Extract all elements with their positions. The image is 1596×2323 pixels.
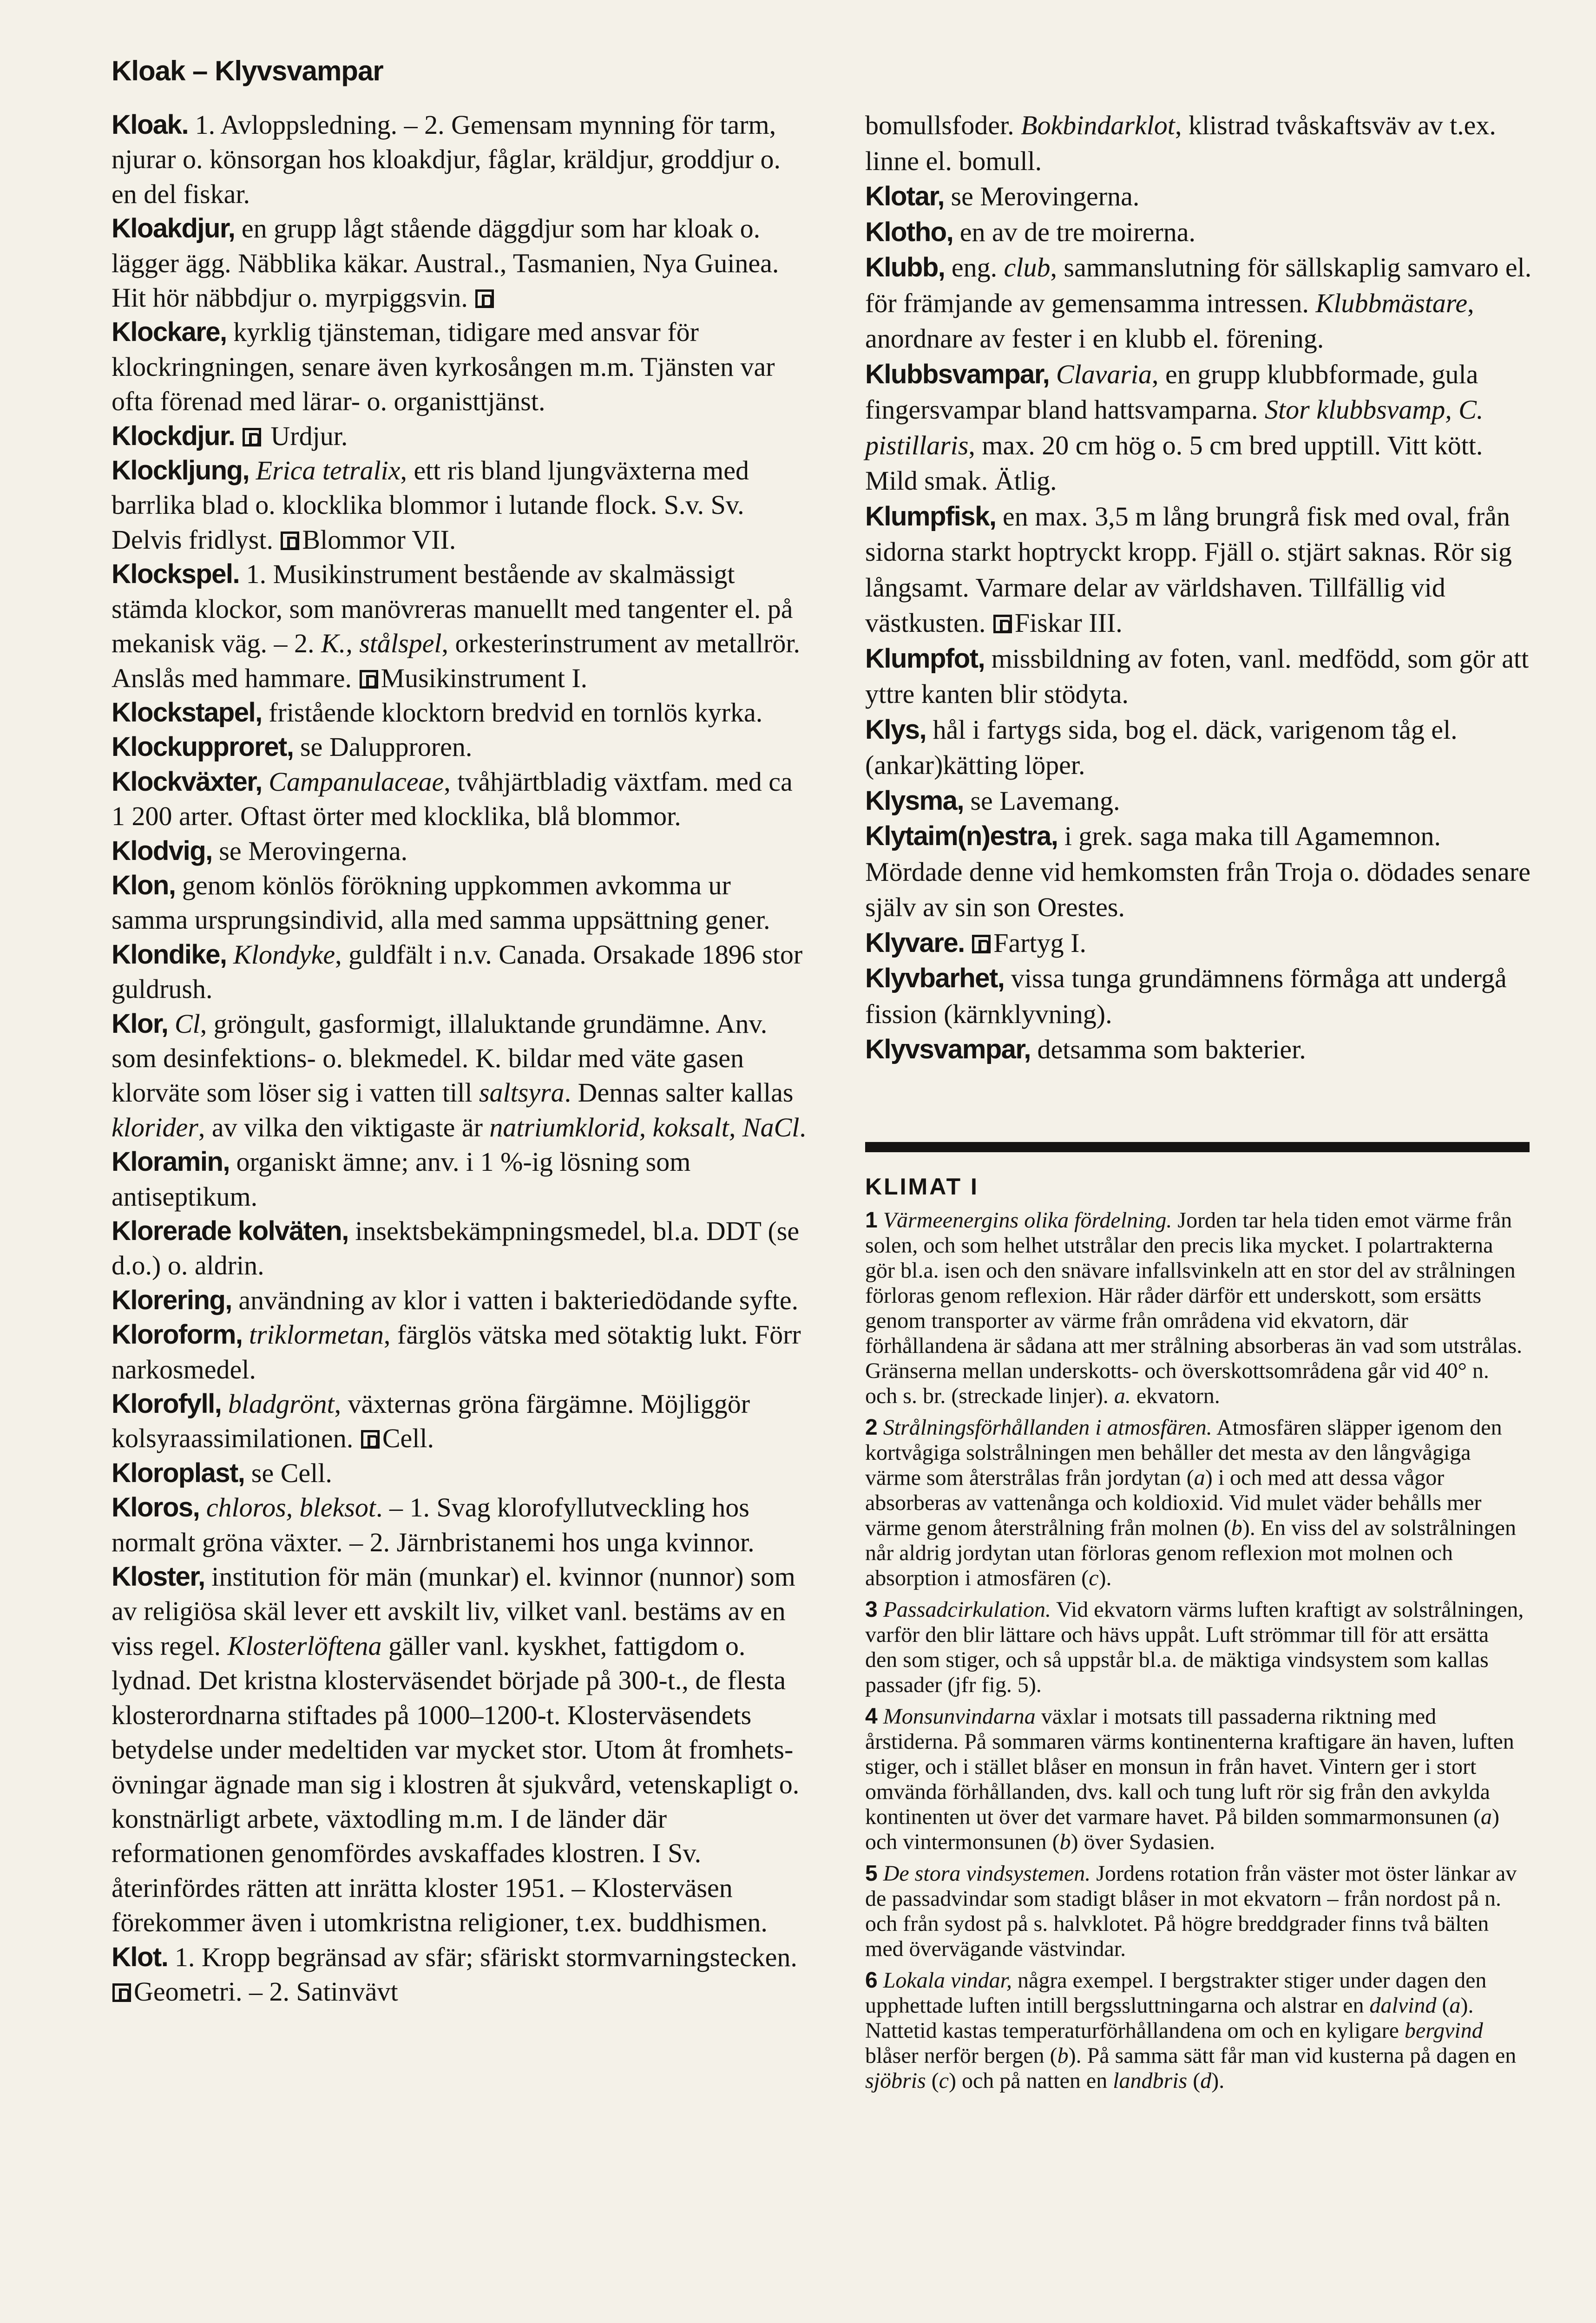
reference-icon bbox=[243, 428, 261, 446]
entry-definition: hål i fartygs sida, bog el. däck, varigenom tåg el. (ankar)kätting löper. bbox=[865, 714, 1458, 780]
klimat-paragraph bbox=[865, 1861, 1525, 1962]
entry-headword: Klorerade kolväten, bbox=[112, 1216, 348, 1246]
dictionary-entry bbox=[112, 1560, 808, 1940]
entry-definition: genom könlös förökning uppkommen avkomma ur samma ursprungsindivid, alla med samma uppsättning gener. bbox=[112, 870, 770, 935]
dictionary-entry bbox=[865, 1032, 1539, 1068]
entry-headword: Klor, bbox=[112, 1008, 168, 1039]
paragraph-number: 6 bbox=[865, 1968, 878, 1993]
klimat-section-title: KLIMAT I bbox=[865, 1174, 979, 1200]
dictionary-entry bbox=[865, 179, 1539, 215]
paragraph-text: Värmeenergins olika fördelning. Jorden tar hela tiden emot värme från solen, och som helhet utstrålar den precis lika mycket. I polartrakterna gör bl.a. isen och den snävare infallsvinkeln att en stor del av strålningen förloras genom reflexion. Här råder därför ett underskott, som ersätts genom transporter av värme från områdena vid ekvatorn, där förhållandena är sådana att mer strålning absorberas än vad som utstrålas. Gränserna mellan underskotts- och överskottsområdena går vid 40° n. och s. br. (streckade linjer). a. ekvatorn. bbox=[865, 1208, 1523, 1408]
klimat-paragraph bbox=[865, 1415, 1525, 1591]
entry-definition: se Cell. bbox=[244, 1457, 332, 1488]
entry-headword: Klockupproret, bbox=[112, 732, 294, 762]
entry-definition: chloros, bleksot. – 1. Svag klorofyllutveckling hos normalt gröna växter. – 2. Järnbristanemi hos unga kvinnor. bbox=[112, 1492, 755, 1557]
entry-headword: Klondike, bbox=[112, 939, 227, 970]
dictionary-entry bbox=[865, 925, 1539, 961]
dictionary-entry bbox=[112, 557, 808, 696]
entry-headword: Klumpfisk, bbox=[865, 501, 996, 532]
paragraph-number: 4 bbox=[865, 1704, 878, 1729]
dictionary-entry bbox=[112, 1387, 808, 1456]
left-column bbox=[112, 108, 808, 2009]
reference-icon bbox=[360, 670, 378, 689]
section-divider bbox=[865, 1142, 1530, 1152]
dictionary-entry bbox=[112, 730, 808, 764]
klimat-paragraph bbox=[865, 1704, 1525, 1855]
entry-headword: Klumpfot, bbox=[865, 643, 985, 674]
dictionary-entry bbox=[112, 1283, 808, 1318]
entry-headword: Klodvig, bbox=[112, 835, 212, 866]
entry-definition: organiskt ämne; anv. i 1 %-ig lösning som antiseptikum. bbox=[112, 1147, 691, 1212]
entry-headword: Klockstapel, bbox=[112, 697, 262, 728]
dictionary-entry bbox=[112, 1318, 808, 1387]
entry-definition: i grek. saga maka till Agamemnon. Mördade denne vid hemkomsten från Troja o. dödades senare själv av sin son Orestes. bbox=[865, 821, 1530, 922]
entry-definition: missbildning av foten, vanl. medfödd, som gör att yttre kanten blir stödyta. bbox=[865, 643, 1529, 709]
entry-headword: Klockljung, bbox=[112, 455, 250, 486]
entry-definition: Urdjur. bbox=[263, 420, 348, 451]
paragraph-number: 5 bbox=[865, 1861, 878, 1886]
entry-definition: Fartyg I. bbox=[965, 928, 1086, 958]
reference-icon bbox=[475, 289, 494, 308]
entry-headword: Klon, bbox=[112, 870, 176, 900]
entry-definition: Campanulaceae, tvåhjärtbladig växtfam. med ca 1 200 arter. Oftast örter med klocklika, blå blommor. bbox=[112, 766, 793, 832]
dictionary-entry bbox=[865, 641, 1539, 712]
paragraph-number: 2 bbox=[865, 1415, 878, 1440]
entry-headword: Klubbsvampar, bbox=[865, 359, 1050, 389]
dictionary-entry bbox=[112, 868, 808, 938]
klimat-section-body bbox=[865, 1208, 1525, 2100]
entry-headword: Kloakdjur, bbox=[112, 213, 235, 244]
entry-headword: Kloros, bbox=[112, 1492, 200, 1523]
dictionary-entry bbox=[112, 1007, 808, 1145]
klimat-paragraph bbox=[865, 1597, 1525, 1698]
entry-definition: se Merovingerna. bbox=[944, 181, 1140, 211]
reference-icon bbox=[281, 532, 299, 550]
entry-definition: bladgrönt, växternas gröna färgämne. Möjliggör kolsyraassimilationen. Cell. bbox=[112, 1389, 750, 1454]
dictionary-entry bbox=[865, 712, 1539, 783]
dictionary-entry bbox=[865, 819, 1539, 925]
paragraph-text: De stora vindsystemen. Jordens rotation från väster mot öster länkar av de passadvindar som stadigt blåser in mot ekvatorn – från nordost på n. och från sydost på s. halvklotet. På högre breddgrader finns två bälten med övervägande västvindar. bbox=[865, 1861, 1517, 1961]
reference-icon bbox=[112, 1983, 131, 2002]
entry-headword: Kloroplast, bbox=[112, 1457, 245, 1488]
paragraph-text: Strålningsförhållanden i atmosfären. Atmosfären släpper igenom den kortvågiga solstrålningen men behåller det mesta av den långvågiga värme som återstrålas från jordytan (a) i och med att dessa vågor absorberas av vattenånga och koldioxid. Vid mulet väder behålls mer värme genom återstrålning från molnen (b). En viss del av solstrålningen når aldrig jordytan utan förloras genom reflexion mot molnen och absorption i atmosfären (c). bbox=[865, 1415, 1516, 1590]
dictionary-entry bbox=[865, 357, 1539, 499]
entry-headword: Kloak. bbox=[112, 110, 189, 140]
reference-icon bbox=[993, 615, 1012, 633]
entry-definition: Erica tetralix, ett ris bland ljungväxterna med barrlika blad o. klocklika blommor i lutande flock. S.v. Sv. Delvis fridlyst. Blommor VII. bbox=[112, 455, 749, 555]
entry-definition: eng. club, sammanslutning för sällskaplig samvaro el. för främjande av gemensamma intressen. Klubbmästare, anordnare av fester i en klubb el. förening. bbox=[865, 252, 1532, 354]
entry-definition: 1. Kropp begränsad av sfär; sfäriskt stormvarningstecken. Geometri. – 2. Satinvävt bbox=[112, 1942, 797, 2007]
entry-definition: insektsbekämpningsmedel, bl.a. DDT (se d.o.) o. aldrin. bbox=[112, 1216, 800, 1281]
entry-headword: Klotho, bbox=[865, 217, 953, 247]
entry-definition: kyrklig tjänsteman, tidigare med ansvar för klockringningen, senare även kyrkosången m.m. Tjänsten var ofta förenad med lärar- o. organisttjänst. bbox=[112, 317, 775, 417]
entry-headword: Klorofyll, bbox=[112, 1389, 222, 1419]
dictionary-entry bbox=[112, 1490, 808, 1560]
dictionary-entry bbox=[112, 419, 808, 453]
entry-headword: Klubb, bbox=[865, 252, 945, 282]
dictionary-entry bbox=[865, 783, 1539, 819]
paragraph-text: Monsunvindarna växlar i motsats till passaderna riktning med årstiderna. På sommaren värms kontinenterna kraftigare än haven, luften stiger, och i stället blåser en monsun in från havet. Vintern ger i stort omvända förhållanden, dvs. kall och tung luft rör sig från den avkylda kontinenten ut över det varmare havet. På bilden sommarmonsunen (a) och vintermonsunen (b) över Sydasien. bbox=[865, 1704, 1514, 1854]
dictionary-entry bbox=[112, 834, 808, 868]
entry-definition: triklormetan, färglös vätska med sötaktig lukt. Förr narkosmedel. bbox=[112, 1319, 801, 1385]
reference-icon bbox=[361, 1430, 380, 1449]
entry-definition: Klondyke, guldfält i n.v. Canada. Orsakade 1896 stor guldrush. bbox=[112, 939, 803, 1004]
entry-definition: detsamma som bakterier. bbox=[1031, 1034, 1306, 1064]
entry-definition: vissa tunga grundämnens förmåga att undergå fission (kärnklyvning). bbox=[865, 963, 1507, 1029]
dictionary-entry bbox=[112, 765, 808, 834]
entry-headword: Klyvsvampar, bbox=[865, 1034, 1031, 1064]
entry-headword: Kloster, bbox=[112, 1562, 205, 1592]
paragraph-text: Lokala vindar, några exempel. I bergstrakter stiger under dagen den upphettade luften intill bergssluttningarna och alstrar en dalvind (a). Nattetid kastas temperaturförhållandena om och en kyligare bergvind blåser nerför bergen (b). På samma sätt får man vid kusterna på dagen en sjöbris (c) och på natten en landbris (d). bbox=[865, 1968, 1517, 2093]
entry-definition: se Merovingerna. bbox=[212, 835, 408, 866]
entry-headword: Klockdjur. bbox=[112, 420, 235, 451]
page-header: Kloak – Klyvsvampar bbox=[112, 55, 383, 86]
entry-definition: se Lavemang. bbox=[963, 785, 1120, 816]
dictionary-entry bbox=[865, 215, 1539, 250]
entry-headword: Klot. bbox=[112, 1942, 168, 1972]
reference-icon bbox=[972, 935, 991, 953]
dictionary-entry bbox=[112, 453, 808, 557]
entry-definition: bomullsfoder. Bokbindarklot, klistrad tvåskaftsväv av t.ex. linne el. bomull. bbox=[865, 110, 1496, 176]
klimat-paragraph bbox=[865, 1968, 1525, 2093]
dictionary-entry bbox=[112, 211, 808, 315]
entry-headword: Klysma, bbox=[865, 785, 964, 816]
dictionary-entry bbox=[112, 315, 808, 419]
entry-definition: institution för män (munkar) el. kvinnor (nunnor) som av religiösa skäl lever ett avskilt liv, vilket vanl. bestäms av en viss regel. Klosterlöftena gäller vanl. kyskhet, fattigdom o. lydnad. Det kristna klosterväsendet började på 300-t., de flesta klosterordnarna stiftades på 1000–1200-t. Klosterväsendets betydelse under medeltiden var mycket stor. Utom åt fromhetsövningar ägnade man sig i klostren åt sjukvård, vetenskapligt o. konstnärligt arbete, växtodling m.m. I de länder där reformationen genomfördes avskaffades klostren. I Sv. återinfördes rätten att inrätta kloster 1951. – Klosterväsen förekommer även i utomkristna religioner, t.ex. buddhismen. bbox=[112, 1562, 800, 1938]
entry-definition: 1. Avloppsledning. – 2. Gemensam mynning för tarm, njurar o. könsorgan hos kloakdjur, fåglar, kräldjur, groddjur o. en del fiskar. bbox=[112, 110, 781, 209]
klimat-paragraph bbox=[865, 1208, 1525, 1409]
entry-headword: Klys, bbox=[865, 714, 926, 745]
paragraph-text: Passadcirkulation. Vid ekvatorn värms luften kraftigt av solstrålningen, varför den blir lättare och hävs uppåt. Luft strömmar till för att ersätta den som stiger, och så uppstår bl.a. de mäktiga vindsystem som kallas passader (jfr fig. 5). bbox=[865, 1597, 1524, 1697]
dictionary-entry bbox=[112, 1214, 808, 1283]
entry-definition: en max. 3,5 m lång brungrå fisk med oval, från sidorna starkt hoptryckt kropp. Fjäll o. stjärt saknas. Rör sig långsamt. Varmare delar av världshaven. Tillfällig vid västkusten. Fiskar III. bbox=[865, 501, 1512, 638]
dictionary-entry bbox=[112, 1456, 808, 1490]
entry-headword: Klytaim(n)estra, bbox=[865, 821, 1058, 851]
dictionary-entry bbox=[112, 938, 808, 1007]
entry-headword: Klockväxter, bbox=[112, 766, 262, 797]
paragraph-number: 3 bbox=[865, 1597, 878, 1622]
dictionary-entry bbox=[865, 108, 1539, 179]
dictionary-entry bbox=[865, 499, 1539, 641]
dictionary-entry bbox=[112, 108, 808, 211]
entry-headword: Klorering, bbox=[112, 1285, 232, 1315]
entry-definition: fristående klocktorn bredvid en tornlös kyrka. bbox=[262, 697, 763, 728]
entry-definition: en grupp lågt stående däggdjur som har kloak o. lägger ägg. Näbblika käkar. Austral., Tasmanien, Nya Guinea. Hit hör näbbdjur o. myrpiggsvin. bbox=[112, 213, 779, 313]
entry-headword: Klotar, bbox=[865, 181, 944, 211]
entry-headword: Klyvare. bbox=[865, 927, 965, 958]
entry-definition: användning av klor i vatten i bakteriedödande syfte. bbox=[231, 1285, 799, 1315]
dictionary-entry bbox=[112, 1940, 808, 2009]
entry-headword: Kloramin, bbox=[112, 1147, 230, 1177]
entry-headword: Klyvbarhet, bbox=[865, 963, 1005, 993]
paragraph-number: 1 bbox=[865, 1208, 878, 1233]
entry-definition: se Dalupproren. bbox=[293, 732, 473, 762]
dictionary-entry bbox=[112, 696, 808, 730]
entry-definition: 1. Musikinstrument bestående av skalmässigt stämda klockor, som manövreras manuellt med tangenter el. på mekanisk väg. – 2. K., stålspel, orkesterinstrument av metallrör. Anslås med hammare. Musikinstrument I. bbox=[112, 559, 800, 693]
dictionary-entry bbox=[865, 250, 1539, 357]
entry-definition: en av de tre moirerna. bbox=[953, 217, 1195, 247]
right-column bbox=[865, 108, 1539, 1068]
entry-definition: Clavaria, en grupp klubbformade, gula fingersvampar bland hattsvamparna. Stor klubbsvamp, C. pistillaris, max. 20 cm hög o. 5 cm bred upptill. Vitt kött. Mild smak. Ätlig. bbox=[865, 359, 1484, 496]
dictionary-entry bbox=[865, 961, 1539, 1032]
dictionary-entry bbox=[112, 1145, 808, 1214]
entry-headword: Klockare, bbox=[112, 317, 227, 348]
entry-headword: Kloroform, bbox=[112, 1319, 243, 1350]
entry-headword: Klockspel. bbox=[112, 559, 240, 590]
entry-definition: Cl, gröngult, gasformigt, illaluktande grundämne. Anv. som desinfektions- o. blekmedel. K. bildar med väte gasen klorväte som löser sig i vatten till saltsyra. Dennas salter kallas klorider, av vilka den viktigaste är natriumklorid, koksalt, NaCl. bbox=[112, 1008, 806, 1142]
